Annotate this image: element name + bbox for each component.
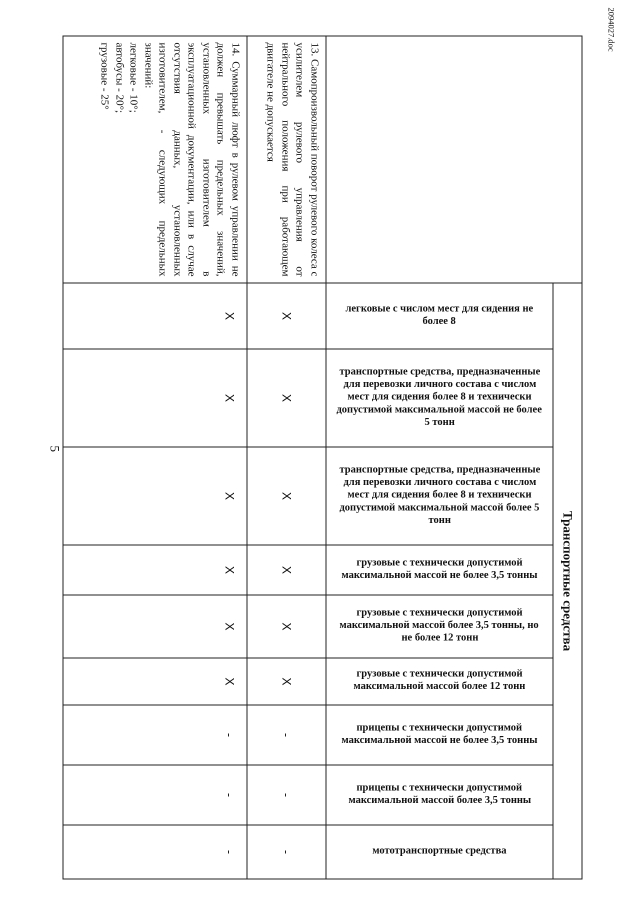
applicability-mark: X xyxy=(63,447,247,545)
applicability-mark: X xyxy=(63,595,247,658)
group-header: Транспортные средства xyxy=(553,283,582,879)
applicability-mark: X xyxy=(63,283,247,349)
list-item: легковые - 10°; xyxy=(127,42,140,113)
column-header: грузовые с технически допустимой максимальной массой более 12 тонн xyxy=(326,658,553,705)
requirement-text: 13. Самопроизвольный поворот рулевого колеса с усилителем рулевого управления от нейтрального положения при работающем двигателе не допускается xyxy=(247,36,326,283)
column-header: мототранспортные средства xyxy=(326,825,553,879)
applicability-mark: X xyxy=(247,545,326,595)
column-header: грузовые с технически допустимой максимальной массой не более 3,5 тонны xyxy=(326,545,553,595)
list-item: автобусы - 20°; xyxy=(112,42,125,114)
footer-file-code: 2094027.doc xyxy=(606,7,616,52)
column-header: прицепы с технически допустимой максимальной массой более 3,5 тонны xyxy=(326,765,553,825)
applicability-mark: X xyxy=(247,283,326,349)
applicability-mark: X xyxy=(63,349,247,447)
page-number: 5 xyxy=(47,445,62,452)
applicability-mark: X xyxy=(247,447,326,545)
applicability-mark: - xyxy=(63,825,247,879)
applicability-mark: X xyxy=(63,658,247,705)
applicability-mark: - xyxy=(247,765,326,825)
requirements-table xyxy=(62,36,582,880)
table-row xyxy=(63,36,247,879)
applicability-mark: X xyxy=(247,595,326,658)
applicability-mark: - xyxy=(63,765,247,825)
applicability-mark: - xyxy=(247,825,326,879)
column-header: грузовые с технически допустимой максимальной массой более 3,5 тонны, но не более 12 тонн xyxy=(326,595,553,658)
column-header: транспортные средства, предназначенные для перевозки личного состава с числом мест для сидения более 8 и технически допустимой максимальной массой более 5 тонн xyxy=(326,447,553,545)
requirement-text: 14. Суммарный люфт в рулевом управлении не должен превышать предельных значений, установленных изготовителем в эксплуатационной документации, или в случае отсутствия данных, установленных изготовителем, - следующих предельных значений: xyxy=(141,42,241,277)
column-header: легковые с числом мест для сидения не более 8 xyxy=(326,283,553,349)
applicability-mark: X xyxy=(247,349,326,447)
empty-header-cell xyxy=(326,36,582,283)
limit-list xyxy=(97,43,141,277)
table-row xyxy=(247,36,326,879)
applicability-mark: X xyxy=(63,545,247,595)
column-header: прицепы с технически допустимой максимальной массой не более 3,5 тонны xyxy=(326,705,553,765)
applicability-mark: - xyxy=(63,705,247,765)
applicability-mark: X xyxy=(247,658,326,705)
column-header: транспортные средства, предназначенные для перевозки личного состава с числом мест для сидения более 8 и технически допустимой максимальной массой не более 5 тонн xyxy=(326,349,553,447)
applicability-mark: - xyxy=(247,705,326,765)
list-item: грузовые - 25° xyxy=(98,42,111,110)
requirement-cell xyxy=(63,36,247,283)
